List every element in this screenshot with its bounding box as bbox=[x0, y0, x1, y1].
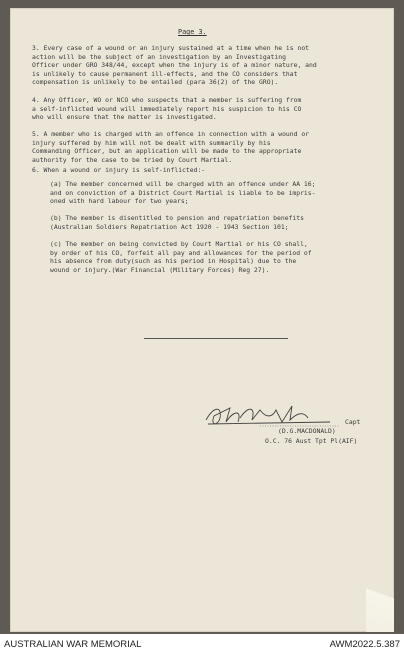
footer-accession-number: AWM2022.5.387 bbox=[329, 639, 400, 650]
sub-item-b: (b) The member is disentitled to pension and repatriation benefits (Australian Soldiers Repatriation Act 1920 - 1943 Section 101; bbox=[50, 214, 304, 231]
signature-rank: Capt bbox=[345, 418, 361, 426]
paragraph-6: 6. When a wound or injury is self-inflicted:- bbox=[32, 166, 206, 174]
divider-line bbox=[144, 338, 288, 339]
sub-item-a: (a) The member concerned will be charged with an offence under AA 16; and on conviction of a District Court Martial is liable to be impris- oned with hard labour for two years; bbox=[50, 180, 316, 206]
footer-institution: AUSTRALIAN WAR MEMORIAL bbox=[4, 639, 142, 650]
paragraph-3: 3. Every case of a wound or an injury sustained at a time when he is not action will be the subject of an investigation by an Investigating Officer under GRO 348/44, except when the injury is of a minor nature, and is unlikely to cause permanent ill-effects, and the CO considers that compensation is unlikely to be entailed (para 36(2) of the GRO). bbox=[32, 44, 317, 87]
signature-unit: O.C. 76 Aust Tpt Pl(AIF) bbox=[265, 437, 358, 445]
page-title: Page 3. bbox=[178, 28, 207, 36]
footer-bar bbox=[0, 634, 404, 653]
signature-name: (D.G.MACDONALD) bbox=[278, 427, 336, 435]
paragraph-4: 4. Any Officer, WO or NCO who suspects that a member is suffering from a self-inflicted wound will immediately report his suspicion to his CO who will ensure that the matter is investigated. bbox=[32, 96, 302, 122]
paragraph-5: 5. A member who is charged with an offence in connection with a wound or injury suffered by him will not be dealt with summarily by his Commanding Officer, but an application will be made to the appropriate authority for the case to be tried by Court Martial. bbox=[32, 130, 310, 164]
page-corner-fold bbox=[366, 562, 394, 632]
sub-item-c: (c) The member on being convicted by Court Martial or his CO shall, by order of his CO, forfeit all pay and allowances for the period of his absence from duty(such as his period in Hospital) due to the wound or injury.(War Financial (Military Forces) Reg 27). bbox=[50, 240, 312, 274]
document-page bbox=[10, 8, 394, 632]
